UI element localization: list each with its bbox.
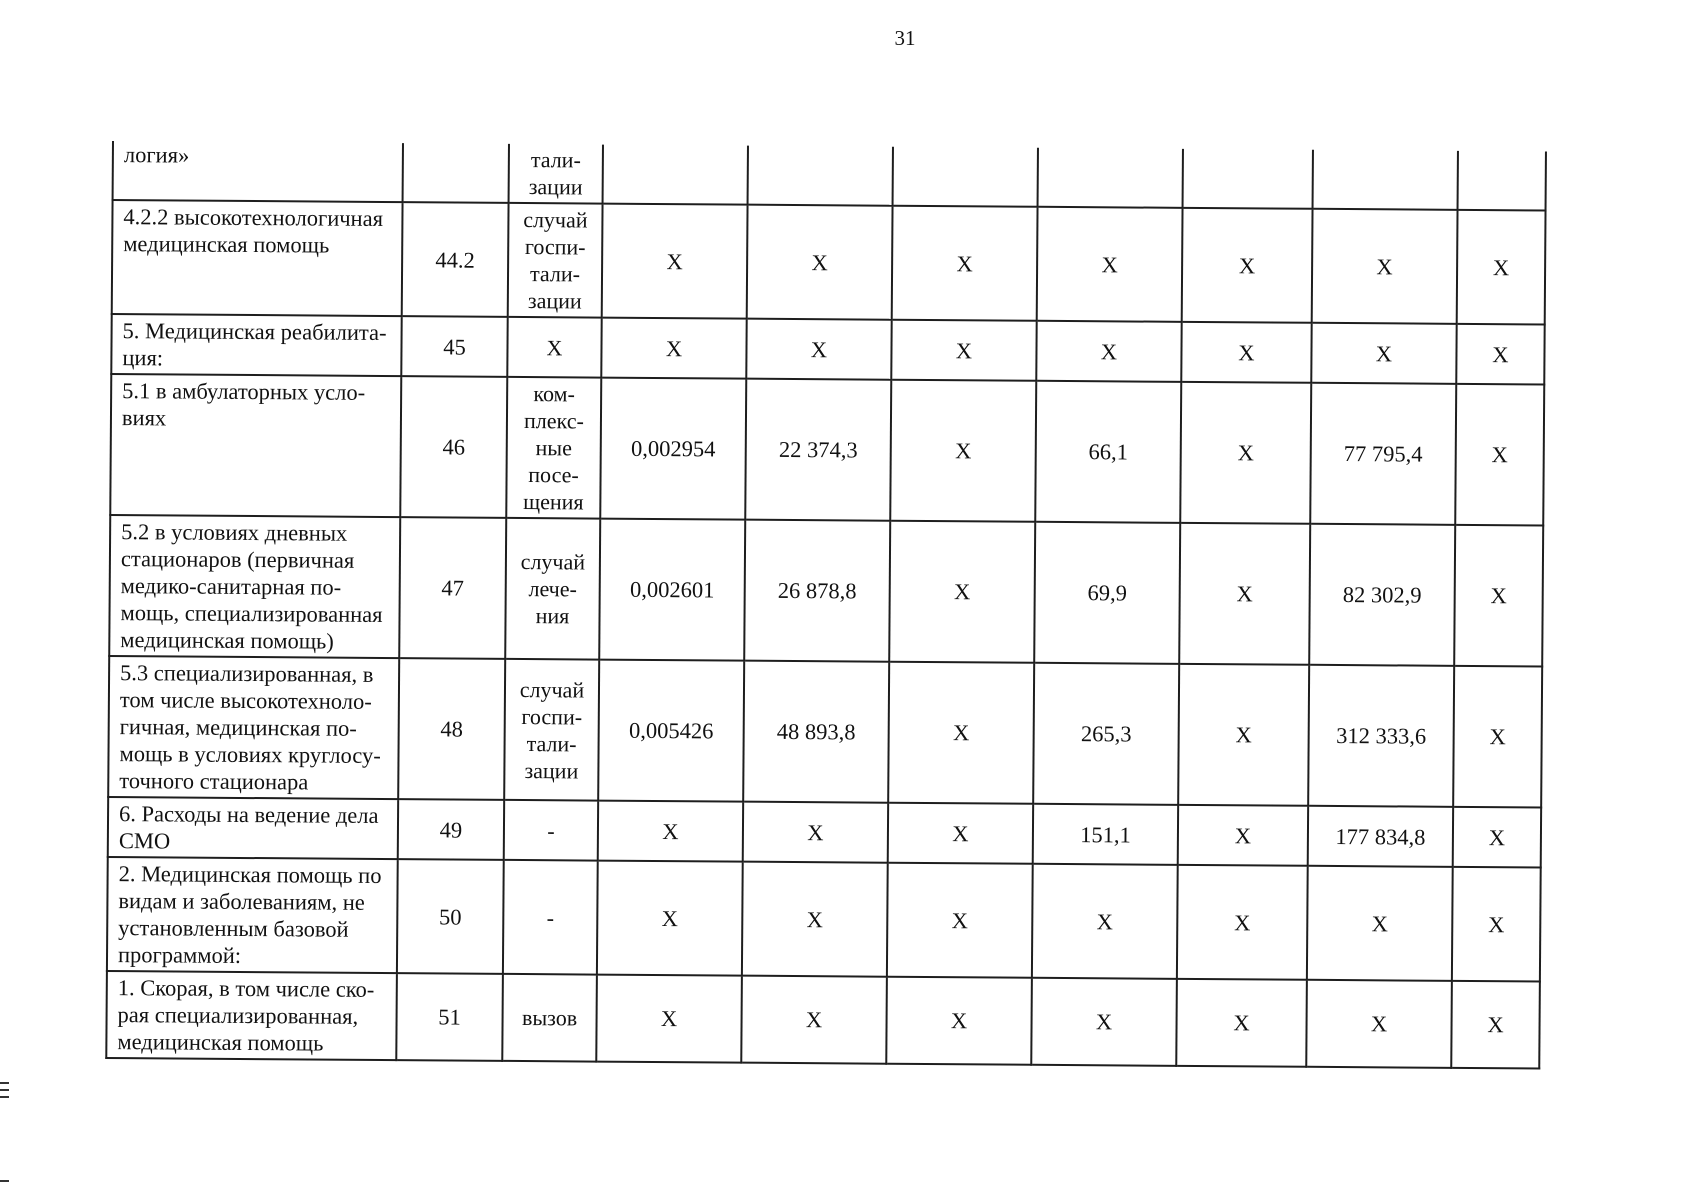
row-unit-cell (509, 144, 603, 204)
value-cell (741, 976, 887, 1064)
value-cell (888, 662, 1034, 804)
cell-text: 151,1 (1080, 821, 1131, 847)
table-row (107, 857, 1541, 982)
value-cell (1451, 981, 1540, 1069)
cell-text: 48 (440, 716, 464, 742)
cell-text: Х (810, 336, 828, 362)
cell-text: Х (950, 1008, 968, 1034)
value-cell (1178, 664, 1309, 806)
margin-mark (0, 1089, 9, 1091)
cell-text: Х (1491, 442, 1508, 468)
row-unit-cell (506, 377, 601, 519)
cell-text: Х (1490, 583, 1507, 609)
cell-text: Х (954, 579, 971, 605)
cell-text: 22 374,3 (778, 436, 858, 463)
cell-text: 26 878,8 (777, 577, 857, 604)
value-cell (1033, 663, 1179, 805)
value-cell (1037, 207, 1183, 322)
cell-text: Х (1492, 341, 1509, 367)
cell-text: Х (1101, 251, 1118, 277)
row-code-cell (402, 202, 509, 317)
cell-text: 2. Медицинская помощь по видам и заболеваниям, не установленным базовой программой: (117, 861, 382, 968)
cell-text: 44.2 (435, 246, 475, 273)
value-cell (1309, 524, 1455, 666)
value-cell (892, 206, 1038, 321)
cell-text: 265,3 (1080, 721, 1132, 747)
row-code-cell (396, 973, 503, 1061)
cell-text: 6. Расходы на ведение дела СМО (118, 801, 379, 854)
cell-text: Х (1233, 1010, 1250, 1036)
row-name-cell (106, 971, 397, 1060)
cell-text: 312 333,6 (1336, 722, 1427, 749)
table-row (111, 314, 1544, 385)
row-code-cell (398, 658, 505, 800)
margin-mark (0, 1082, 9, 1084)
cell-text: Х (1100, 338, 1118, 364)
value-cell (1458, 151, 1546, 211)
value-cell (887, 863, 1033, 978)
cell-text: Х (662, 818, 679, 844)
value-cell (1038, 148, 1183, 208)
row-unit-cell (508, 203, 603, 318)
cell-text: случай госпи- тали- зации (519, 676, 585, 783)
cell-text: Х (1371, 910, 1389, 936)
value-cell (748, 146, 893, 206)
cell-text: Х (661, 905, 679, 931)
row-unit-cell (504, 659, 599, 801)
cell-text: 1. Скорая, в том числе ско- рая специализированная, медицинская помощь (117, 975, 375, 1056)
margin-mark (0, 1180, 9, 1182)
cell-text: 177 834,8 (1335, 823, 1426, 850)
cell-text: 82 302,9 (1342, 582, 1422, 608)
value-cell (1312, 209, 1458, 324)
cell-text: Х (666, 248, 683, 274)
row-name-cell (108, 656, 399, 799)
cell-text: 5.1 в амбулаторных усло- виях (121, 378, 366, 431)
cell-text: 46 (442, 434, 466, 460)
cell-text: 0,002601 (629, 576, 715, 603)
row-name-cell (109, 515, 400, 658)
value-cell (1311, 323, 1456, 384)
value-cell (1457, 210, 1546, 325)
value-cell (596, 975, 742, 1063)
value-cell (1456, 324, 1544, 385)
cell-text: случай госпи- тали- зации (523, 207, 588, 314)
cell-text: Х (952, 820, 969, 846)
table-row (106, 971, 1540, 1069)
value-cell (1455, 384, 1544, 526)
cell-text: Х (807, 819, 824, 845)
data-table (105, 141, 1547, 1069)
value-cell (1183, 149, 1313, 209)
row-code-cell (399, 517, 506, 659)
cell-text: Х (811, 249, 828, 275)
value-cell (1306, 980, 1452, 1068)
value-cell (889, 521, 1035, 663)
cell-text: Х (1238, 339, 1255, 365)
row-unit-cell (507, 317, 601, 378)
cell-text: Х (1488, 824, 1506, 850)
cell-text: Х (1237, 440, 1254, 466)
value-cell (1036, 321, 1181, 382)
value-cell (598, 801, 743, 862)
row-code-cell (398, 799, 504, 860)
value-cell (1034, 522, 1180, 664)
cell-text: вызов (521, 1005, 578, 1031)
value-cell (1453, 807, 1541, 868)
row-name-cell (108, 797, 398, 859)
cell-text: 50 (438, 903, 462, 930)
value-cell (890, 380, 1036, 522)
row-name-cell (110, 374, 401, 517)
value-cell (597, 861, 743, 976)
row-unit-cell (505, 518, 600, 660)
value-cell (602, 204, 748, 319)
value-cell (744, 520, 890, 662)
cell-text: Х (1238, 252, 1256, 278)
cell-text: 66,1 (1088, 439, 1129, 465)
cell-text: 47 (441, 575, 465, 601)
cell-text: ком- плекс- ные посе- щения (523, 381, 584, 515)
cell-text: Х (665, 335, 683, 361)
value-cell (891, 320, 1036, 381)
row-code-cell (400, 376, 507, 518)
value-cell (1182, 208, 1313, 323)
value-cell (1176, 979, 1307, 1067)
value-cell (893, 147, 1038, 207)
value-cell (743, 802, 888, 863)
cell-text: логия» (123, 142, 190, 168)
row-code-cell (401, 316, 507, 377)
page-number: 31 (894, 26, 916, 50)
value-cell (746, 319, 891, 380)
value-cell (1313, 150, 1458, 210)
value-cell (1180, 382, 1311, 524)
table-row (108, 797, 1541, 868)
cell-text: Х (806, 906, 824, 932)
value-cell (1032, 864, 1178, 979)
value-cell (743, 661, 889, 803)
row-code-cell (397, 859, 504, 974)
cell-text: 51 (438, 1004, 461, 1030)
table-body (106, 141, 1546, 1068)
value-cell (1308, 806, 1453, 867)
cell-text: Х (1370, 1011, 1388, 1037)
cell-text: Х (955, 438, 972, 464)
cell-text: 0,005426 (628, 717, 714, 744)
value-cell (1308, 665, 1454, 807)
cell-text: Х (805, 1007, 823, 1033)
value-cell (1179, 523, 1310, 665)
value-cell (1177, 865, 1308, 980)
value-cell (1453, 666, 1542, 808)
value-cell (598, 660, 744, 802)
value-cell (1178, 805, 1308, 866)
cell-text: Х (1234, 909, 1251, 935)
row-unit-cell (502, 974, 597, 1062)
cell-text: 0,002954 (630, 435, 716, 462)
cell-text: Х (1487, 1012, 1504, 1038)
cell-text: 5.3 специализированная, в том числе высокотехноло- гичная, медицинская по- мощь в условиях круглосу- точного стационара (119, 660, 381, 795)
cell-text: 69,9 (1087, 580, 1127, 606)
cell-text: Х (1375, 340, 1393, 366)
cell-text: 4.2.2 высокотехнологичная медицинская помощь (123, 204, 384, 258)
cell-text: Х (1376, 253, 1393, 279)
row-name-cell (113, 141, 403, 202)
value-cell (603, 145, 748, 205)
value-cell (745, 379, 891, 521)
value-cell (601, 318, 746, 379)
value-cell (1310, 383, 1456, 525)
cell-text: Х (1488, 911, 1505, 937)
cell-text: Х (951, 907, 969, 933)
cell-text: Х (955, 337, 973, 363)
cell-text: Х (1095, 1009, 1113, 1035)
value-cell (747, 205, 893, 320)
row-unit-cell (503, 860, 598, 975)
value-cell (1033, 804, 1178, 865)
value-cell (886, 977, 1032, 1065)
cell-text: Х (1236, 581, 1253, 607)
table-row (112, 200, 1546, 325)
value-cell (1035, 381, 1181, 523)
value-cell (1181, 322, 1311, 383)
cell-text: 45 (443, 333, 466, 360)
row-name-cell (111, 314, 401, 376)
value-cell (1307, 866, 1453, 981)
cell-text: 48 893,8 (776, 718, 856, 745)
cell-text: Х (1492, 254, 1510, 280)
cell-text: 49 (439, 816, 463, 843)
value-cell (600, 378, 746, 520)
cell-text: Х (660, 1006, 678, 1032)
value-cell (1031, 978, 1177, 1066)
cell-text: 5. Медицинская реабилита- ция: (122, 318, 387, 371)
cell-text: - (546, 904, 555, 930)
table-row (109, 515, 1543, 667)
row-name-cell (112, 200, 403, 316)
margin-mark (0, 1096, 9, 1098)
cell-text: Х (546, 334, 563, 360)
cell-text: Х (956, 250, 973, 276)
row-name-cell (107, 857, 398, 973)
cell-text: 77 795,4 (1343, 441, 1423, 467)
table-row (108, 656, 1542, 808)
row-unit-cell (504, 800, 598, 861)
cell-text: Х (1489, 724, 1506, 750)
value-cell (742, 862, 888, 977)
cell-text: Х (952, 720, 970, 746)
table-row (110, 374, 1544, 526)
value-cell (888, 803, 1033, 864)
cell-text: Х (1235, 722, 1252, 748)
cell-text: тали- зации (528, 147, 583, 200)
cell-text: 5.2 в условиях дневных стационаров (первичная медико-санитарная по- мощь, специализированная медицинская помощь) (120, 519, 383, 654)
cell-text: случай лече- ния (520, 549, 586, 629)
row-code-cell (403, 143, 509, 203)
table-row (113, 141, 1546, 211)
value-cell (599, 519, 745, 661)
value-cell (1454, 525, 1543, 667)
cell-text: - (547, 817, 555, 843)
cell-text: Х (1234, 822, 1252, 848)
value-cell (1452, 867, 1541, 982)
cell-text: Х (1096, 908, 1114, 934)
